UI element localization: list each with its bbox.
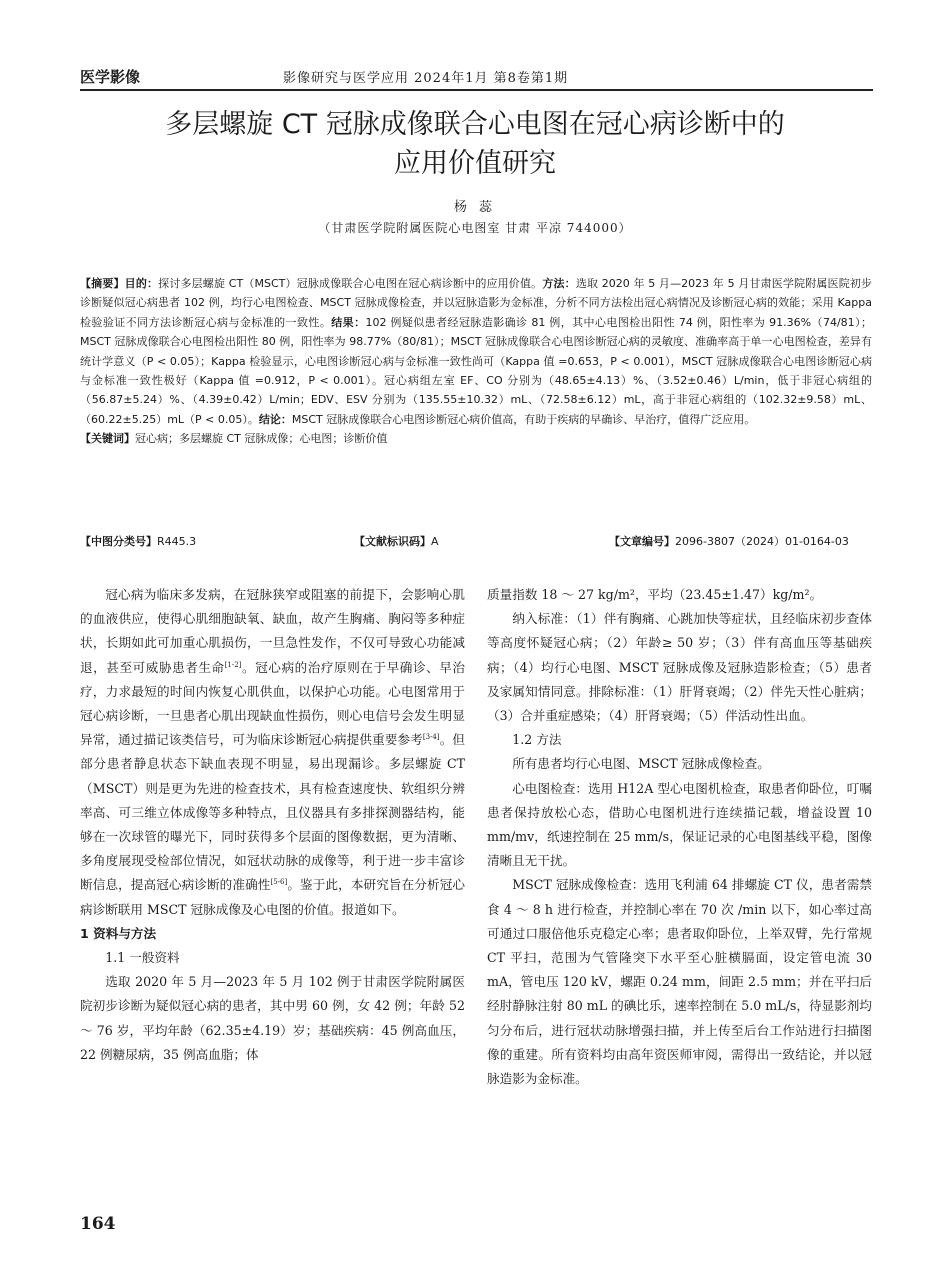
citation-3: [5-6] [270, 878, 288, 887]
result-label: 结果： [331, 315, 366, 329]
citation-1: [1-2] [224, 660, 242, 669]
keywords [80, 429, 872, 448]
subsection-heading-1-2: 1.2 方法 [512, 732, 562, 748]
intro-text-3: 。但部分患者静息状态下缺血表现不明显，易出现漏诊。多层螺旋 CT（MSCT）则是更为先进的检查技术，具有检查速度快、软组织分辨率高、可三维立体成像等多种特点，且仪器具有多排探测器结构，能够在一次球管的曝光下，同时获得多个层面的图像数据，更为清晰、多角度展现受检部位情况，如冠状动脉的成像等，利于进一步丰富诊断信息，提高冠心病诊断的准确性 [80, 732, 466, 893]
abstract-body [80, 274, 872, 429]
objective-label: 目的： [124, 277, 159, 290]
article-title [80, 105, 870, 183]
subsection-heading-1-1: 1.1 一般资料 [105, 950, 180, 966]
method-label: 方法： [542, 277, 576, 290]
intro-paragraph [80, 583, 465, 922]
article-number [609, 533, 849, 549]
objective-text: 探讨多层螺旋 CT（MSCT）冠脉成像联合心电图在冠心病诊断中的应用价值。 [158, 277, 543, 290]
section-label: 医学影像 [80, 68, 141, 86]
title-line-1: 多层螺旋 CT 冠脉成像联合心电图在冠心病诊断中的 [165, 109, 785, 140]
result-text: 102 例疑似患者经冠脉造影确诊 81 例，其中心电图检出阳性 74 例，阳性率为 91.36%（74/81）；MSCT 冠脉成像联合心电图检出阳性 80 例，阳性率为 98.77%（80/81）；MSCT 冠脉成像联合心电图诊断冠心病的灵敏度、准确率高于单一心电图检查，差异有统计学意义（P < 0.05）；Kappa 检验显示，心电图诊断冠心病与金标准一致性尚可（Kappa 值 =0.653，P < 0.001），MSCT 冠脉成像联合心电图诊断冠心病与金标准一致性极好（Kappa 值 =0.912，P < 0.001）。冠心病组左室 EF、CO 分别为（48.65±4.13）%、（3.52±0.46）L/min，低于非冠心病组的（56.87±5.24）%、（4.39±0.42）L/min；EDV、ESV 分别为（135.55±10.32）mL、（72.58±6.12）mL，高于非冠心病组的（102.32±9.58）mL、（60.22±5.25）mL（P < 0.05）。 [80, 315, 873, 426]
msct-method-paragraph: MSCT 冠脉成像检查：选用飞利浦 64 排螺旋 CT 仪，患者需禁食 4 ～ 8 h 进行检查，并控制心率在 70 次 /min 以下，如心率过高可通过口服倍他乐克稳定心率；患者取仰卧位，上举双臂，先行常规 CT 平扫，范围为气管隆突下水平至心脏横膈面，设定管电流 30 mA，管电压 120 kV，螺距 0.24 mm，间距 2.5 mm；并在平扫后经肘静脉注射 80 mL 的碘比乐，速率控制在 5.0 mL/s，待显影剂均匀分布后，进行冠状动脉增强扫描，并上传至后台工作站进行扫描图像的重建。所有资料均由高年资医师审阅，需得出一致结论，并以冠脉造影为金标准。 [487, 877, 872, 1087]
intro-text-2: 。冠心病的治疗原则在于早确诊、早治疗，力求最短的时间内恢复心肌供血，以保护心功能。心电图常用于冠心病诊断，一旦患者心肌出现缺血性损伤，则心电信号会发生明显异常，通过描记该类信号，可为临床诊断冠心病提供重要参考 [80, 659, 466, 748]
conclusion-text: MSCT 冠脉成像联合心电图诊断冠心病价值高，有助于疾病的早确诊、早治疗，值得广泛应用。 [291, 412, 756, 426]
document-code [354, 533, 439, 549]
left-column [80, 583, 465, 1067]
intro-text-1: 冠心病为临床多发病，在冠脉狭窄或阻塞的前提下，会影响心肌的血液供应，使得心肌细胞缺氧、缺血，故产生胸痛、胸闷等多种症状，长期如此可加重心肌损伤，一旦急性发作，不仅可导致心功能减退，甚至可威胁患者生命 [80, 587, 465, 675]
art-value: 2096-3807（2024）01-0164-03 [675, 535, 849, 548]
author: 杨 蕊 [453, 200, 497, 215]
header-rule [80, 89, 873, 91]
title-line-2: 应用价值研究 [394, 148, 556, 179]
clc-label: 【中图分类号】 [80, 535, 157, 548]
right-column [487, 583, 872, 1091]
methods-intro: 所有患者均行心电图、MSCT 冠脉成像检查。 [512, 756, 770, 772]
citation-2: [3-4] [422, 733, 440, 742]
page-number: 164 [80, 1214, 116, 1234]
keywords-label: 【关键词】 [80, 432, 135, 446]
abstract-label: 【摘要】 [80, 277, 125, 290]
keywords-text: 冠心病；多层螺旋 CT 冠脉成像；心电图；诊断价值 [135, 432, 388, 446]
general-data-paragraph: 选取 2020 年 5 月—2023 年 5 月 102 例于甘肃医学院附属医院初步诊断为疑似冠心病的患者，其中男 60 例，女 42 例；年龄 52 ～ 76 岁，平均年龄（62.35±4.19）岁；基础疾病：45 例高血压，22 例糖尿病，35 例高血脂；体 [80, 974, 465, 1062]
ecg-method-paragraph: 心电图检查：选用 H12A 型心电图机检查，取患者仰卧位，叮嘱患者保持放松心态，借助心电图机进行连续描记载，增益设置 10 mm/mv，纸速控制在 25 mm/s，保证记录的心电图基线平稳，图像清晰且无干扰。 [487, 780, 872, 869]
bmi-line: 质量指数 18 ～ 27 kg/m²，平均（23.45±1.47）kg/m²。 [487, 587, 823, 602]
abstract [80, 274, 872, 449]
art-label: 【文章编号】 [609, 535, 675, 548]
doc-value: A [431, 535, 439, 548]
clc-value: R445.3 [157, 535, 197, 548]
clc-number [80, 533, 196, 549]
intro-text-4: 。鉴于此，本研究旨在分析冠心病诊断联用 MSCT 冠脉成像及心电图的价值。报道如下。 [80, 877, 466, 917]
affiliation: （甘肃医学院附属医院心电图室 甘肃 平凉 744000） [318, 221, 632, 235]
journal-info: 影像研究与医学应用 2024年1月 第8卷第1期 [283, 71, 569, 86]
doc-label: 【文献标识码】 [354, 535, 431, 548]
section-heading-1: 1 资料与方法 [80, 925, 157, 941]
conclusion-label: 结论： [258, 412, 292, 426]
method-text: 选取 2020 年 5 月—2023 年 5 月甘肃医学院附属医院初步诊断疑似冠心病患者 102 例，均行心电图检查、MSCT 冠脉成像检查，并以冠脉造影为金标准，分析不同方法检出冠心病情况及诊断冠心病的效能；采用 Kappa 检验验证不同方法诊断冠心病与金标准的一致性。 [80, 277, 873, 329]
criteria-paragraph: 纳入标准：（1）伴有胸痛、心跳加快等症状，且经临床初步查体等高度怀疑冠心病；（2）年龄≥ 50 岁；（3）伴有高血压等基础疾病；（4）均行心电图、MSCT 冠脉成像及冠脉造影检查；（5）患者及家属知情同意。排除标准：（1）肝肾衰竭；（2）伴先天性心脏病；（3）合并重症感染；（4）肝肾衰竭；（5）伴活动性出血。 [487, 611, 872, 724]
